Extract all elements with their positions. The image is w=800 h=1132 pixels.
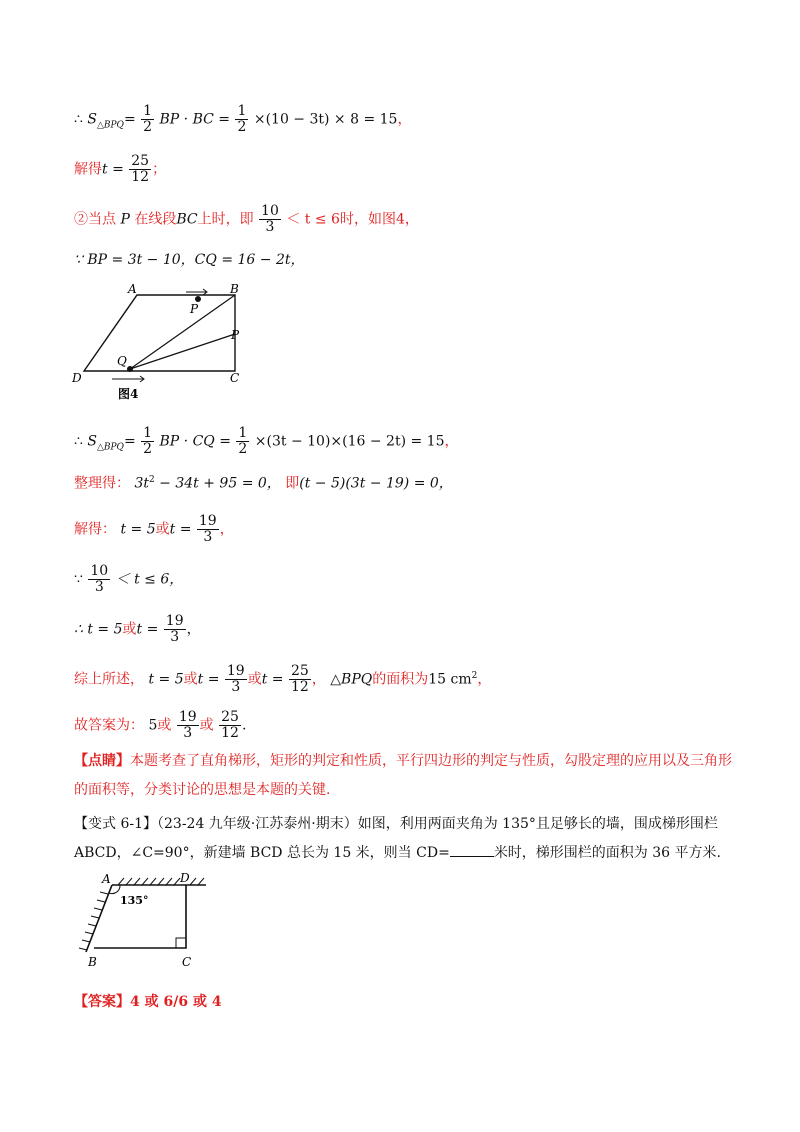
label-a: A xyxy=(128,282,137,296)
point-q xyxy=(127,366,133,372)
math-text: t = xyxy=(169,521,192,538)
punct: . xyxy=(241,717,247,734)
label-p-top: P xyxy=(190,302,199,316)
variant-text-1: （23-24 九年级·江苏泰州·期末）如图，利用两面夹角为 135°且足够长的墙，围成梯形围栏 xyxy=(157,816,718,832)
label-c: C xyxy=(230,371,240,385)
math-superscript: 2 xyxy=(471,670,478,681)
figure-caption: 图4 xyxy=(118,387,139,401)
fraction: $\frac{1}{2}$ xyxy=(238,425,248,457)
punct: ， xyxy=(444,433,459,450)
label-text: ＜ t ≤ 6时，如图4， xyxy=(286,211,419,228)
math-text: (t − 5)(3t − 19) = 0， xyxy=(299,475,453,492)
fraction: $\frac{25}{12}$ xyxy=(131,153,150,185)
math-text: 15 cm xyxy=(428,671,472,688)
fraction: $\frac{19}{3}$ xyxy=(165,613,184,645)
because-symbol: ∵ xyxy=(74,571,83,588)
variant-text-2b: 米时，梯形围栏的面积为 36 平方米. xyxy=(493,845,721,861)
math-text: ∵ BP = 3t − 10，CQ = 16 − 2t， xyxy=(74,252,305,268)
label-b: B xyxy=(230,282,239,296)
label-text: 整理得： xyxy=(74,475,130,492)
math-text: ∴ t = 5 xyxy=(74,621,123,638)
math-text: t = xyxy=(136,621,159,638)
math-text: BC xyxy=(176,211,198,228)
label-q: Q xyxy=(117,354,127,368)
label-text: 或 xyxy=(157,717,172,734)
segment-qb xyxy=(130,295,235,369)
label-d: D xyxy=(180,872,190,885)
math-text: S xyxy=(87,433,97,450)
case-2-line xyxy=(74,204,419,235)
math-text: BP · BC = xyxy=(159,111,231,128)
label-text: ②当点 xyxy=(74,211,116,228)
math-text: BP · CQ = xyxy=(159,433,231,450)
because-line-2 xyxy=(74,564,183,595)
therefore-symbol: ∴ xyxy=(74,111,83,128)
label-d: D xyxy=(72,371,82,385)
label-text: 即 xyxy=(285,475,300,492)
variant-question xyxy=(74,810,734,868)
simplify-line xyxy=(74,470,453,494)
punct: ； xyxy=(152,161,167,178)
variant-tag: 【变式 6-1】 xyxy=(74,816,157,832)
label-text: 解得： xyxy=(74,521,116,538)
label-text: 解得 xyxy=(74,161,102,178)
fraction: $\frac{19}{3}$ xyxy=(198,513,217,545)
punct: ， xyxy=(397,111,412,128)
math-text: ＜ t ≤ 6， xyxy=(115,571,184,588)
comment-tag: 【点睛】 xyxy=(74,753,130,769)
solution-line-1 xyxy=(74,154,166,185)
math-text: △BPQ xyxy=(330,671,373,688)
math-text: 3t xyxy=(134,475,149,492)
fraction: $\frac{1}{2}$ xyxy=(143,103,153,135)
fraction: $\frac{25}{12}$ xyxy=(290,663,309,695)
math-subscript: △BPQ xyxy=(96,120,124,131)
math-text: 5 xyxy=(148,717,158,734)
label-text: 或 xyxy=(199,717,214,734)
fraction: $\frac{19}{3}$ xyxy=(226,663,245,695)
label-a: A xyxy=(102,872,111,886)
wall-left-hatching xyxy=(79,892,108,950)
right-angle-mark xyxy=(176,938,186,948)
figure-wall-trapezoid xyxy=(72,872,212,972)
label-text: 或 xyxy=(183,671,198,688)
math-text: S xyxy=(87,111,97,128)
math-text: t = 5 xyxy=(148,671,184,688)
label-text: 或 xyxy=(122,621,137,638)
math-text: ×(10 − 3t) × 8 = 15 xyxy=(253,111,398,128)
comment-paragraph xyxy=(74,747,734,805)
angle-label: 135° xyxy=(120,894,149,907)
math-text: − 34t + 95 = 0， xyxy=(154,475,281,492)
math-text: t = 5 xyxy=(120,521,156,538)
label-text: 的面积为 xyxy=(372,671,429,688)
wall-top-hatching xyxy=(118,878,204,885)
label-text: 在线段 xyxy=(134,211,177,228)
therefore-line xyxy=(74,614,201,645)
math-subscript: △BPQ xyxy=(96,442,124,453)
math-text: ×(3t − 10)×(16 − 2t) = 15 xyxy=(254,433,445,450)
punct: ， xyxy=(219,521,234,538)
comment-text: 本题考查了直角梯形，矩形的判定和性质，平行四边形的判定与性质，勾股定理的应用以及三角形的面积等，分类讨论的思想是本题的关键. xyxy=(74,753,732,798)
punct: ， xyxy=(311,671,326,688)
math-text: = xyxy=(123,433,136,450)
variant-text-2a: ABCD，∠C=90°，新建墙 BCD 总长为 15 米，则当 CD= xyxy=(74,845,450,861)
fraction: $\frac{10}{3}$ xyxy=(261,203,279,235)
answer-blank xyxy=(450,842,494,857)
label-text: 综上所述， xyxy=(74,671,144,688)
math-text: t = xyxy=(261,671,284,688)
punct: ， xyxy=(186,621,201,638)
equation-area-1 xyxy=(74,104,411,135)
segment-qp xyxy=(130,334,235,369)
fraction: $\frac{25}{12}$ xyxy=(221,709,239,741)
solution-line-2 xyxy=(74,514,234,545)
fraction: $\frac{1}{2}$ xyxy=(237,103,247,135)
answer-tag: 【答案】 xyxy=(74,994,130,1010)
label-text: 或 xyxy=(247,671,262,688)
label-text: 故答案为： xyxy=(74,717,144,734)
equation-area-2 xyxy=(74,426,459,457)
label-text: 或 xyxy=(155,521,170,538)
punct: ， xyxy=(477,671,492,688)
math-text: P xyxy=(120,211,130,228)
summary-line xyxy=(74,664,491,695)
math-text: t = xyxy=(197,671,220,688)
math-text: t = xyxy=(102,161,124,178)
therefore-symbol: ∴ xyxy=(74,433,83,450)
label-c: C xyxy=(182,955,192,969)
math-superscript: 2 xyxy=(149,475,155,485)
figure-4-trapezoid xyxy=(70,282,270,402)
math-text: = xyxy=(123,111,136,128)
answer-line xyxy=(74,992,222,1012)
label-p-right: P xyxy=(231,328,240,342)
label-b: B xyxy=(88,955,97,969)
fraction: $\frac{19}{3}$ xyxy=(178,709,197,741)
final-answer-line xyxy=(74,710,246,741)
fraction: $\frac{10}{3}$ xyxy=(90,563,109,595)
answer-value: 4 或 6/6 或 4 xyxy=(130,994,222,1010)
fraction: $\frac{1}{2}$ xyxy=(143,425,153,457)
label-text: 上时，即 xyxy=(197,211,254,228)
because-line-1 xyxy=(74,250,304,270)
